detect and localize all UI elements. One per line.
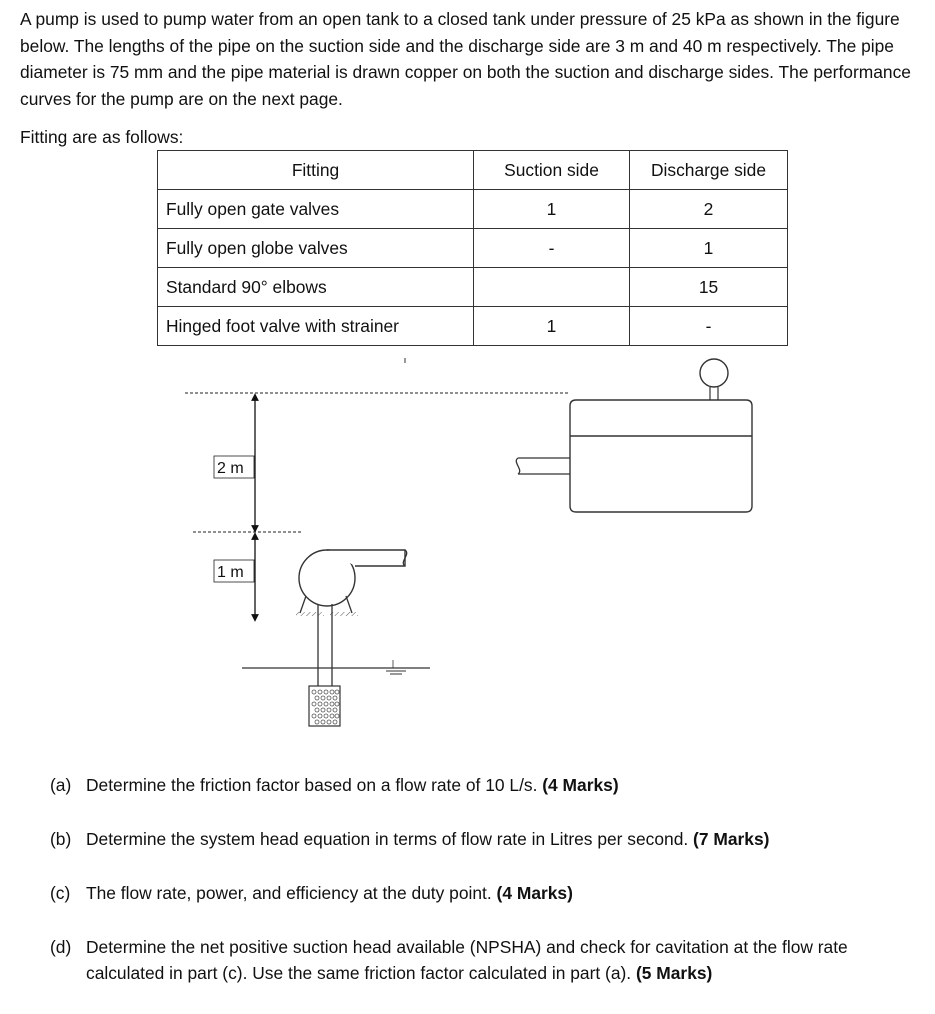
question-label: (b) — [50, 829, 72, 849]
question-text: The flow rate, power, and efficiency at the duty point. (4 Marks) — [86, 883, 573, 903]
fitting-name: Fully open gate valves — [158, 190, 474, 229]
table-row — [158, 229, 788, 268]
pressure-gauge-icon — [700, 359, 728, 400]
question-item — [50, 772, 925, 798]
centrifugal-pump — [296, 550, 407, 616]
suction-count — [474, 268, 630, 307]
question-label: (a) — [50, 775, 72, 795]
question-marks: (4 Marks) — [542, 775, 619, 795]
question-item — [50, 880, 925, 906]
suction-count: 1 — [474, 190, 630, 229]
pump-system-figure — [0, 345, 935, 745]
table-row — [158, 190, 788, 229]
question-label: (c) — [50, 883, 71, 903]
question-text: Determine the net positive suction head available (NPSHA) and check for cavitation at the flow rate calculated in part (c). Use the same friction factor calculated in part (a). (5 Marks) — [86, 937, 848, 983]
question-text: Determine the system head equation in terms of flow rate in Litres per second. (7 Marks) — [86, 829, 770, 849]
fittings-heading: Fitting are as follows: — [20, 127, 184, 147]
question-item — [50, 826, 925, 852]
dimension-lower-label: 1 m — [217, 564, 244, 581]
dimension-upper-label: 2 m — [217, 460, 244, 477]
table-header-row — [158, 151, 788, 190]
question-marks: (7 Marks) — [693, 829, 770, 849]
question-list — [50, 772, 925, 1014]
suction-count: 1 — [474, 307, 630, 346]
free-surface-symbol — [386, 660, 406, 674]
header-discharge-side: Discharge side — [630, 151, 788, 190]
discharge-count: 2 — [630, 190, 788, 229]
discharge-count: - — [630, 307, 788, 346]
header-fitting: Fitting — [158, 151, 474, 190]
foot-valve-strainer-icon — [309, 686, 340, 726]
discharge-count: 1 — [630, 229, 788, 268]
header-suction-side: Suction side — [474, 151, 630, 190]
question-label: (d) — [50, 937, 72, 957]
fitting-name: Standard 90° elbows — [158, 268, 474, 307]
tank-inlet-pipe — [516, 458, 570, 474]
fitting-name: Fully open globe valves — [158, 229, 474, 268]
suction-pipe — [318, 604, 332, 686]
question-marks: (4 Marks) — [496, 883, 573, 903]
table-row — [158, 268, 788, 307]
suction-count: - — [474, 229, 630, 268]
fittings-table — [157, 150, 788, 346]
table-row — [158, 307, 788, 346]
question-item — [50, 934, 925, 986]
discharge-count: 15 — [630, 268, 788, 307]
question-text: Determine the friction factor based on a flow rate of 10 L/s. (4 Marks) — [86, 775, 619, 795]
fitting-name: Hinged foot valve with strainer — [158, 307, 474, 346]
problem-statement: A pump is used to pump water from an open tank to a closed tank under pressure of 25 kPa as shown in the figure below. The lengths of the pipe on the suction side and the discharge side are 3 m and 40 m respectively. The pipe diameter is 75 mm and the pipe material is drawn copper on both the suction and discharge sides. The performance curves for the pump are on the next page. — [20, 9, 911, 109]
question-marks: (5 Marks) — [635, 963, 713, 983]
closed-tank — [570, 400, 752, 512]
